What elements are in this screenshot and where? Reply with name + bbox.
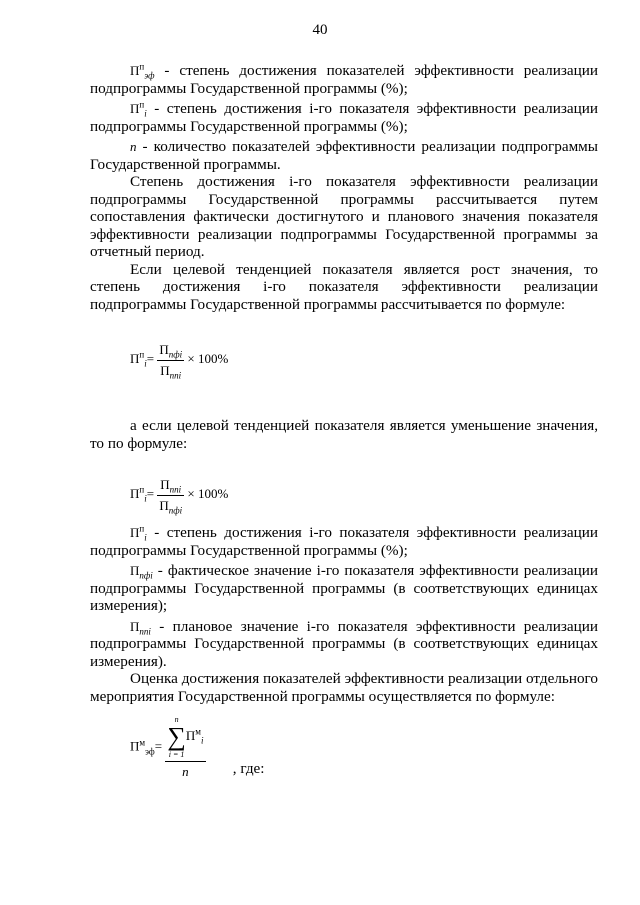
fraction: $\frac{П_{ппi}}{П_{пфi}}$ (159, 477, 183, 516)
summation: n ∑ i = 1 (167, 715, 186, 759)
symbol: $П^п_{эф}$ (130, 61, 155, 81)
formula-growth: $П^п_i=$ $\frac{П_{пфi}}{П_{ппi}}$ × 100% (130, 342, 229, 381)
paragraph-event-assessment: Оценка достижения показателей эффективности реализации отдельного мероприятия Государственной программы осуществляется по формуле: (90, 670, 598, 705)
formula-tail: , где: (232, 759, 265, 777)
symbol: $П^п_i$ (130, 523, 147, 543)
formula-event: $П^м_{эф}=$ n ∑ i = 1 $П^м_i$ n , где: (130, 715, 265, 779)
definition-p-eff: $П^п_{эф}$ - степень достижения показателей эффективности реализации подпрограммы Государственной программы (%); (90, 61, 598, 97)
paragraph-decrease: а если целевой тенденцией показателя является уменьшение значения, то по формуле: (90, 417, 598, 452)
definition-p-i-2: $П^п_i$ - степень достижения i-го показателя эффективности реализации подпрограммы Государственной программы (%); (90, 523, 598, 559)
document-body (90, 62, 598, 781)
symbol: $П^п_i$ (130, 99, 147, 119)
symbol: $П_{пфi}$ (130, 563, 153, 581)
paragraph-calculation: Степень достижения i-го показателя эффективности реализации подпрограммы Государственной программы рассчитывается путем сопоставления фактически достигнутого и планового значения показателя эффективности реализации подпрограммы Государственной программы за отчетный период. (90, 173, 598, 260)
page-number: 40 (312, 22, 328, 38)
definition-p-i: $П^п_i$ - степень достижения i-го показателя эффективности реализации подпрограммы Государственной программы (%); (90, 99, 598, 135)
definition-p-fact: $П_{пфi}$ - фактическое значение i-го показателя эффективности реализации подпрограммы Государственной программы (в соответствующих единицах измерения); (90, 562, 598, 614)
fraction: $\frac{П_{пфi}}{П_{ппi}}$ (159, 342, 183, 381)
fraction: n ∑ i = 1 $П^м_i$ n (167, 715, 204, 779)
definition-n: n - количество показателей эффективности реализации подпрограммы Государственной программы. (90, 138, 598, 173)
symbol: $П_{ппi}$ (130, 618, 151, 637)
formula-decrease: $П^п_i=$ $\frac{П_{ппi}}{П_{пфi}}$ × 100% (130, 477, 229, 516)
paragraph-growth: Если целевой тенденцией показателя является рост значения, то степень достижения i-го показателя эффективности реализации подпрограммы Государственной программы рассчитывается по формуле: (90, 260, 598, 313)
definition-p-plan: $П_{ппi}$ - плановое значение i-го показателя эффективности реализации подпрограммы Государственной программы (в соответствующих единицах измерения). (90, 617, 598, 670)
symbol: n (130, 139, 137, 154)
